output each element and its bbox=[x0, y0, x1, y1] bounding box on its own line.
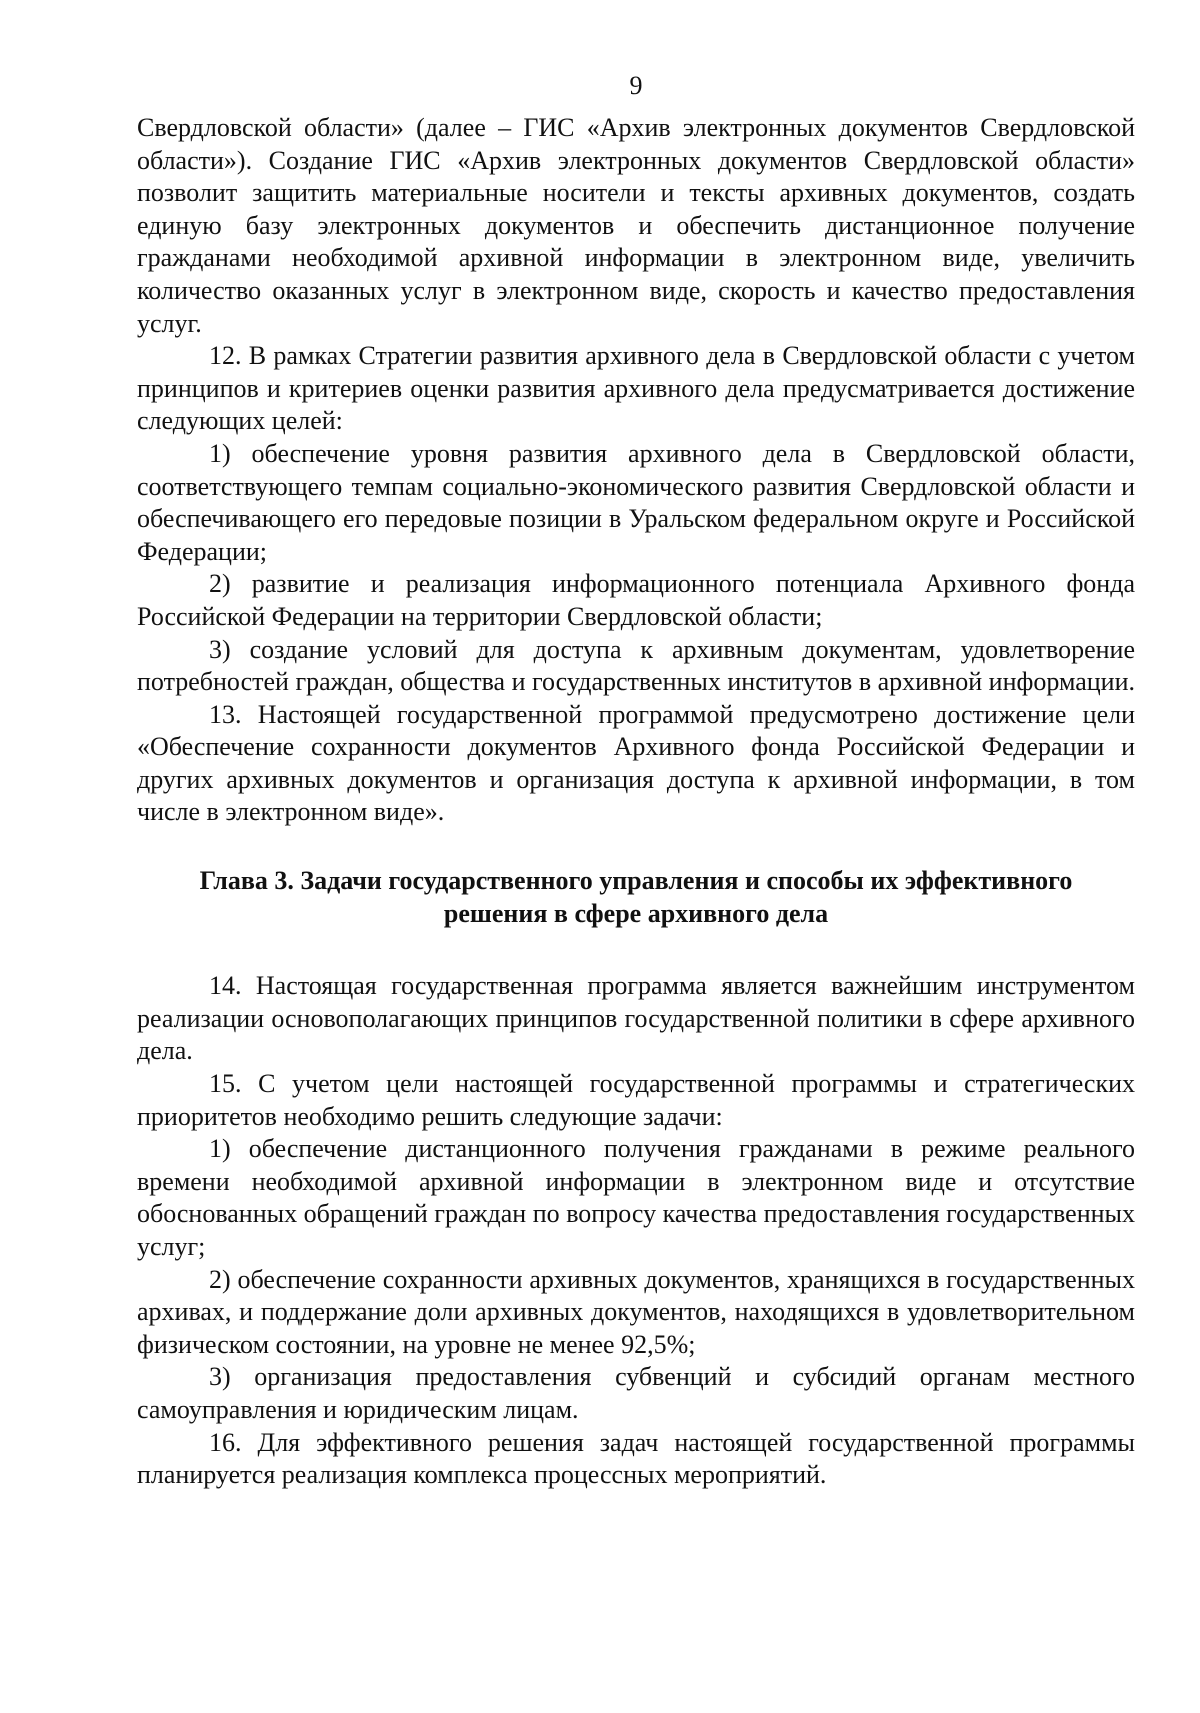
chapter-title-line-1: Глава 3. Задачи государственного управления и способы их эффективного bbox=[199, 866, 1073, 896]
paragraph-15: 15. С учетом цели настоящей государственной программы и стратегических приоритетов необходимо решить следующие задачи: bbox=[137, 1069, 1135, 1131]
paragraph-15-task-1: 1) обеспечение дистанционного получения гражданами в режиме реального времени необходимой архивной информации в электронном виде и отсутствие обоснованных обращений граждан по вопросу качества предоставления государственных услуг; bbox=[137, 1134, 1135, 1261]
chapter-title bbox=[137, 865, 1135, 930]
paragraph-13: 13. Настоящей государственной программой предусмотрено достижение цели «Обеспечение сохранности документов Архивного фонда Российской Федерации и других архивных документов и организация доступа к архивной информации, в том числе в электронном виде». bbox=[137, 699, 1135, 827]
paragraph-14: 14. Настоящая государственная программа является важнейшим инструментом реализации основополагающих принципов государственной политики в сфере архивного дела. bbox=[137, 971, 1135, 1066]
page-number: 9 bbox=[629, 71, 643, 100]
paragraph-16: 16. Для эффективного решения задач настоящей государственной программы планируется реализация комплекса процессных мероприятий. bbox=[137, 1427, 1135, 1490]
paragraph-12-goal-1: 1) обеспечение уровня развития архивного дела в Свердловской области, соответствующего темпам социально-экономического развития Свердловской области и обеспечивающего его передовые позиции в Уральском федеральном округе и Российской Федерации; bbox=[137, 438, 1135, 566]
paragraph-15-task-2: 2) обеспечение сохранности архивных документов, хранящихся в государственных архивах, и поддержание доли архивных документов, находящихся в удовлетворительном физическом состоянии, на уровне не менее 92,5%; bbox=[137, 1264, 1135, 1359]
paragraph-12-goal-3: 3) создание условий для доступа к архивным документам, удовлетворение потребностей граждан, общества и государственных институтов в архивной информации. bbox=[137, 634, 1136, 697]
paragraph-continuation: Свердловской области» (далее – ГИС «Архив электронных документов Свердловской области»). Создание ГИС «Архив электронных документов Свердловской области» позволит защитить материальные носители и тексты архивных документов, создать единую базу электронных документов и обеспечить дистанционное получение гражданами необходимой архивной информации в электронном виде, увеличить количество оказанных услуг в электронном виде, скорость и качество предоставления услуг. bbox=[137, 113, 1135, 338]
paragraph-12: 12. В рамках Стратегии развития архивного дела в Свердловской области с учетом принципов и критериев оценки развития архивного дела предусматривается достижение следующих целей: bbox=[137, 341, 1135, 436]
chapter-title-line-2: решения в сфере архивного дела bbox=[443, 898, 829, 928]
paragraph-12-goal-2: 2) развитие и реализация информационного потенциала Архивного фонда Российской Федерации на территории Свердловской области; bbox=[137, 569, 1135, 631]
paragraph-15-task-3: 3) организация предоставления субвенций и субсидий органам местного самоуправления и юридическим лицам. bbox=[137, 1362, 1135, 1424]
document-page bbox=[137, 70, 1135, 1492]
